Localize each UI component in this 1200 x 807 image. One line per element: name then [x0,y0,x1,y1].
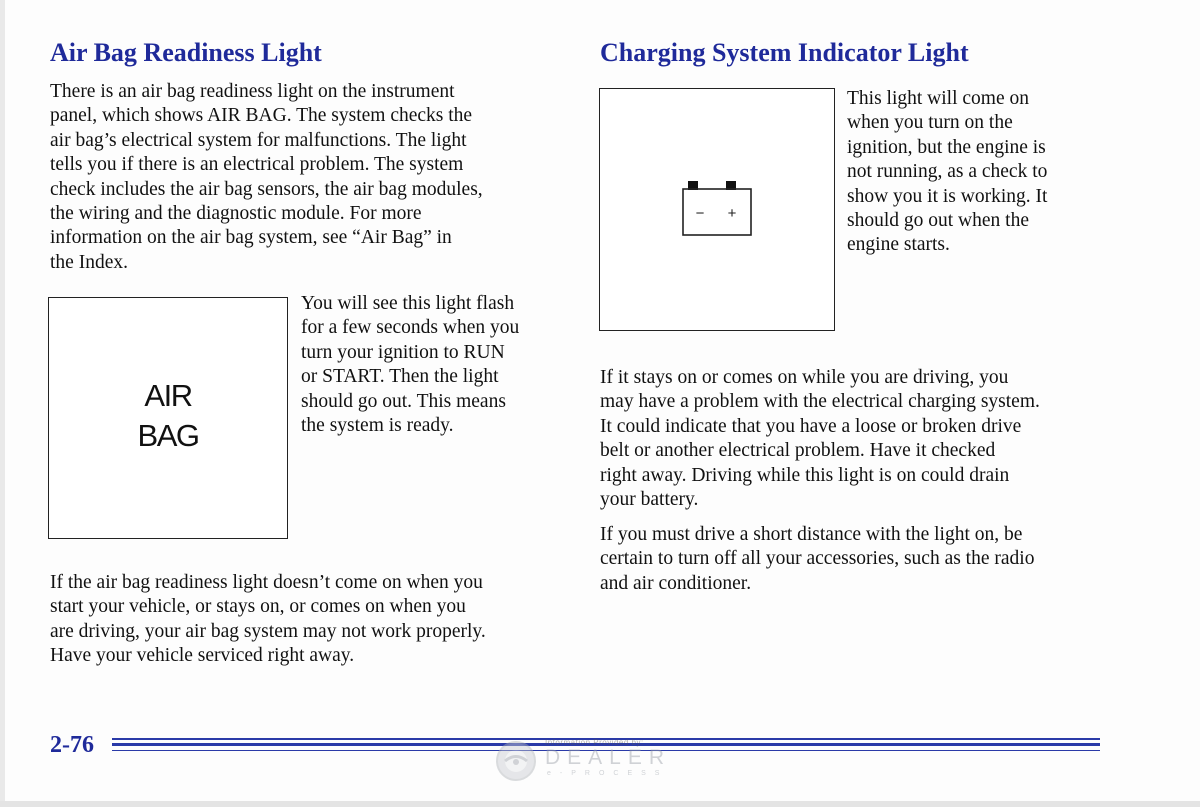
text-line: This light will come on [847,88,1029,109]
charging-light-description [847,87,1047,258]
steering-wheel-logo-icon [495,740,537,782]
text-line: If you must drive a short distance with the light on, be [600,524,1023,545]
air-bag-heading: Air Bag Readiness Light [50,38,322,67]
text-line: should go out when the [847,210,1029,232]
charging-advice-paragraph [600,523,1034,596]
charging-system-heading: Charging System Indicator Light [600,38,969,67]
text-line: not running, as a check to [847,161,1048,183]
text-line: or START. Then the light [301,366,499,388]
dealer-watermark [495,738,695,786]
battery-minus-symbol: − [695,205,705,222]
air-bag-light-description [301,292,519,438]
text-line: engine starts. [847,234,950,256]
text-line: certain to turn off all your accessories, such as the radio [600,548,1035,570]
watermark-brand: DEALER [545,746,672,769]
text-line: check includes the air bag sensors, the air bag modules, [50,178,483,200]
air-bag-indicator-illustration [48,297,288,539]
indicator-label-line: BAG [137,418,199,453]
text-line: and air conditioner. [600,572,752,594]
text-line: ignition, but the engine is [847,136,1046,158]
text-line: the Index. [50,251,128,273]
text-line: Have your vehicle serviced right away. [50,645,355,667]
air-bag-intro-paragraph [50,80,483,275]
page-edge [0,0,5,807]
text-line: should go out. This means [301,390,506,412]
battery-plus-symbol: + [727,205,737,222]
text-line: right away. Driving while this light is on could drain [600,464,1010,486]
charging-warning-paragraph [600,366,1040,512]
text-line: If the air bag readiness light doesn’t come on when you [50,572,483,593]
text-line: It could indicate that you have a loose or broken drive [600,415,1022,437]
text-line: panel, which shows AIR BAG. The system checks the [50,105,473,127]
text-line: If it stays on or comes on while you are driving, you [600,367,1009,388]
watermark-subbrand: e-PROCESS [547,770,669,777]
air-bag-indicator-label [49,376,287,456]
text-line: tells you if there is an electrical problem. The system [50,154,464,176]
page-number: 2-76 [50,732,94,758]
text-line: show you it is working. It [847,185,1048,207]
charging-indicator-illustration [599,88,835,331]
text-line: start your vehicle, or stays on, or comes on when you [50,596,466,618]
text-line: the system is ready. [301,415,454,437]
text-line: You will see this light flash [301,293,515,314]
watermark-caption: Information Provided by: [545,738,644,747]
page-edge-bottom [0,801,1200,807]
text-line: are driving, your air bag system may not work properly. [50,620,486,642]
text-line: air bag’s electrical system for malfunctions. The light [50,129,467,151]
text-line: your battery. [600,489,699,511]
indicator-label-line: AIR [144,378,192,413]
text-line: turn your ignition to RUN [301,341,505,363]
text-line: information on the air bag system, see “Air Bag” in [50,227,452,249]
text-line: for a few seconds when you [301,317,520,339]
air-bag-closing-paragraph [50,571,486,669]
text-line: when you turn on the [847,112,1013,134]
text-line: belt or another electrical problem. Have it checked [600,440,996,462]
text-line: the wiring and the diagnostic module. For more [50,203,422,225]
battery-icon [680,174,754,240]
text-line: There is an air bag readiness light on the instrument [50,81,455,102]
text-line: may have a problem with the electrical charging system. [600,391,1040,413]
